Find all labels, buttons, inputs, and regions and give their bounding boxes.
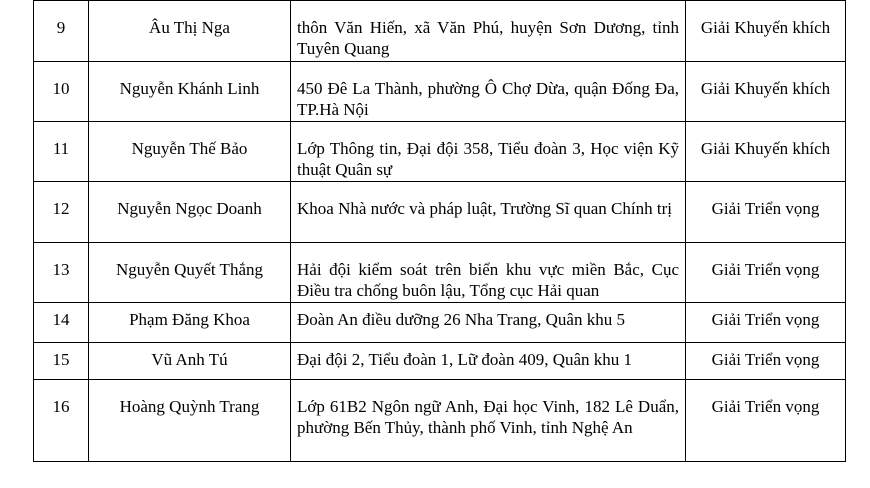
- address-cell: Đoàn An điều dưỡng 26 Nha Trang, Quân khu 5: [291, 303, 686, 343]
- name-cell: Nguyễn Quyết Thắng: [89, 243, 291, 303]
- prize-cell: Giải Triển vọng: [686, 380, 846, 462]
- name-cell: Nguyễn Khánh Linh: [89, 62, 291, 122]
- row-number-cell: 14: [34, 303, 89, 343]
- row-number-cell: 12: [34, 182, 89, 243]
- table-row: [34, 303, 846, 343]
- name-cell: Nguyễn Ngọc Doanh: [89, 182, 291, 243]
- table-row: [34, 243, 846, 303]
- prize-cell: Giải Triển vọng: [686, 343, 846, 380]
- name-cell: Phạm Đăng Khoa: [89, 303, 291, 343]
- prize-cell: Giải Triển vọng: [686, 182, 846, 243]
- address-cell: thôn Văn Hiến, xã Văn Phú, huyện Sơn Dương, tỉnh Tuyên Quang: [291, 1, 686, 62]
- address-cell: 450 Đê La Thành, phường Ô Chợ Dừa, quận Đống Đa, TP.Hà Nội: [291, 62, 686, 122]
- awards-table: [33, 0, 846, 462]
- row-number-cell: 15: [34, 343, 89, 380]
- table-row: [34, 122, 846, 182]
- table-row: [34, 182, 846, 243]
- address-cell: Lớp 61B2 Ngôn ngữ Anh, Đại học Vinh, 182 Lê Duẩn, phường Bến Thủy, thành phố Vinh, tỉnh Nghệ An: [291, 380, 686, 462]
- row-number-cell: 10: [34, 62, 89, 122]
- table-row: [34, 62, 846, 122]
- prize-cell: Giải Khuyến khích: [686, 122, 846, 182]
- address-cell: Khoa Nhà nước và pháp luật, Trường Sĩ quan Chính trị: [291, 182, 686, 243]
- row-number-cell: 16: [34, 380, 89, 462]
- prize-cell: Giải Triển vọng: [686, 243, 846, 303]
- prize-cell: Giải Triển vọng: [686, 303, 846, 343]
- address-cell: Hải đội kiểm soát trên biển khu vực miền Bắc, Cục Điều tra chống buôn lậu, Tổng cục Hải quan: [291, 243, 686, 303]
- address-cell: Lớp Thông tin, Đại đội 358, Tiểu đoàn 3, Học viện Kỹ thuật Quân sự: [291, 122, 686, 182]
- name-cell: Hoàng Quỳnh Trang: [89, 380, 291, 462]
- table-row: [34, 380, 846, 462]
- prize-cell: Giải Khuyến khích: [686, 62, 846, 122]
- name-cell: Âu Thị Nga: [89, 1, 291, 62]
- row-number-cell: 13: [34, 243, 89, 303]
- table-row: [34, 1, 846, 62]
- name-cell: Vũ Anh Tú: [89, 343, 291, 380]
- name-cell: Nguyễn Thế Bảo: [89, 122, 291, 182]
- prize-cell: Giải Khuyến khích: [686, 1, 846, 62]
- row-number-cell: 11: [34, 122, 89, 182]
- row-number-cell: 9: [34, 1, 89, 62]
- address-cell: Đại đội 2, Tiểu đoàn 1, Lữ đoàn 409, Quân khu 1: [291, 343, 686, 380]
- table-row: [34, 343, 846, 380]
